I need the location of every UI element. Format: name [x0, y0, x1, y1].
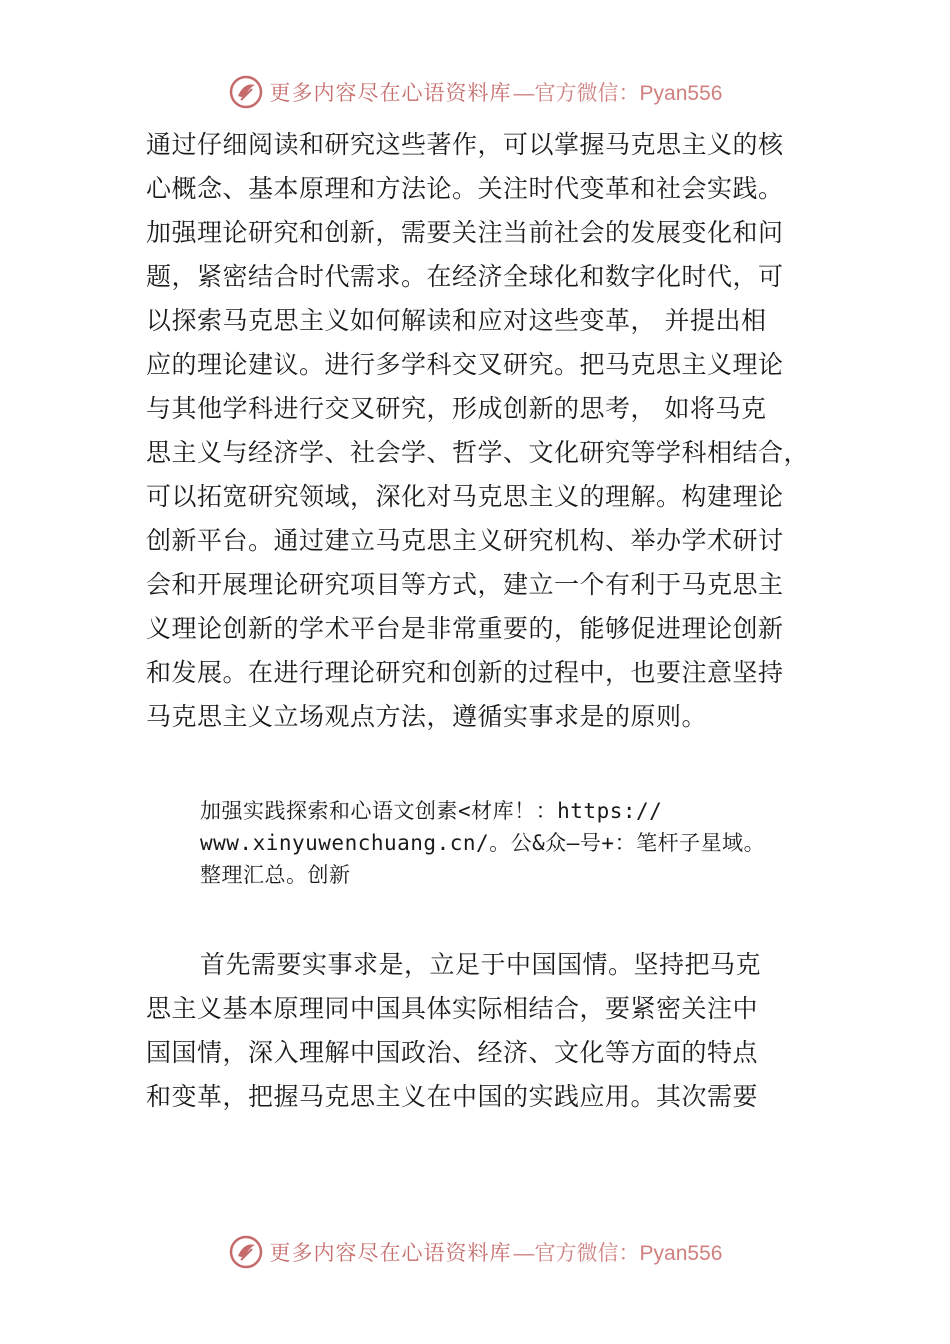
logo-icon — [228, 1234, 264, 1270]
paragraph2-line: 和变革，把握马克思主义在中国的实践应用。其次需要 — [146, 1082, 759, 1111]
paragraph1-line: 与其他学科进行交叉研究，形成创新的思考， 如将马克 — [146, 394, 767, 423]
paragraph1-line: 义理论创新的学术平台是非常重要的，能够促进理论创新 — [146, 614, 784, 643]
footer-brand: 更多内容尽在心语资料库 — [269, 1241, 512, 1265]
paragraph1-line: 马克思主义立场观点方法，遵循实事求是的原则。 — [146, 702, 708, 731]
notice-line: 整理汇总。创新 — [200, 863, 351, 887]
header-wechat: —官方微信：Pyan556 — [513, 82, 723, 105]
paragraph1-line: 题，紧密结合时代需求。在经济全球化和数字化时代，可 — [146, 262, 784, 291]
logo-icon — [228, 74, 264, 110]
paragraph1-line: 会和开展理论研究项目等方式，建立一个有利于马克思主 — [146, 570, 784, 599]
notice-line: www.xinyuwenchuang.cn/。公&众—号+：笔杆子星域。 — [200, 831, 766, 855]
paragraph1-line: 通过仔细阅读和研究这些著作，可以掌握马克思主义的核 — [146, 130, 784, 159]
paragraph1-line: 应的理论建议。进行多学科交叉研究。把马克思主义理论 — [146, 350, 784, 379]
footer-wechat: —官方微信：Pyan556 — [513, 1242, 723, 1265]
paragraph1-line: 可以拓宽研究领域，深化对马克思主义的理解。构建理论 — [146, 482, 784, 511]
paragraph1-line: 和发展。在进行理论研究和创新的过程中，也要注意坚持 — [146, 658, 784, 687]
paragraph1-line: 创新平台。通过建立马克思主义研究机构、举办学术研讨 — [146, 526, 784, 555]
notice-line: 加强实践探索和心语文创素<材库！：https:// — [200, 799, 663, 823]
paragraph2-line: 思主义基本原理同中国具体实际相结合，要紧密关注中 — [146, 994, 759, 1023]
paragraph2-line: 首先需要实事求是，立足于中国国情。坚持把马克 — [200, 950, 762, 979]
header-banner — [0, 70, 950, 114]
paragraph1-line: 思主义与经济学、社会学、哲学、文化研究等学科相结合， — [146, 438, 810, 467]
paragraph1-line: 加强理论研究和创新，需要关注当前社会的发展变化和问 — [146, 218, 784, 247]
footer-banner — [0, 1230, 950, 1274]
paragraph1-line: 心概念、基本原理和方法论。关注时代变革和社会实践。 — [146, 174, 784, 203]
header-brand: 更多内容尽在心语资料库 — [269, 81, 512, 105]
paragraph1-line: 以探索马克思主义如何解读和应对这些变革， 并提出相 — [146, 306, 767, 335]
paragraph2-line: 国国情，深入理解中国政治、经济、文化等方面的特点 — [146, 1038, 759, 1067]
